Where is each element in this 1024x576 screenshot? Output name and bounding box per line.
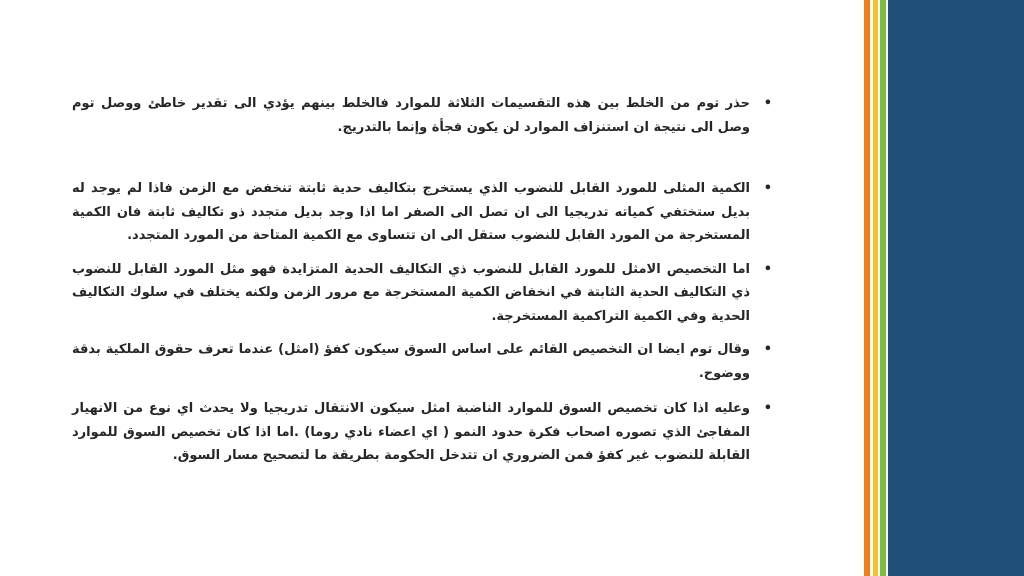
decorative-side-bands xyxy=(864,0,1024,576)
bullet-item: • الكمية المثلى للمورد القابل للنضوب الذي يستخرج بتكاليف حدية ثابتة تنخفض مع الزمن فاذا لم يوجد له بديل ستختفي كمياته تدريجيا الى ان تصل الى الصفر اما اذا وجد بديل متجدد ذو تكاليف ثابتة فان الكمية المستخرجة من المورد القابل للنضوب ستقل الى ان تتساوى مع الكمية المتاحة من المورد المتجدد. xyxy=(72,177,772,248)
bullet-list xyxy=(72,92,772,468)
navy-panel xyxy=(888,0,1024,576)
bullet-item: • وقال توم ايضا ان التخصيص القائم على اساس السوق سيكون كفؤ (امثل) عندما تعرف حقوق الملكية بدقة ووضوح. xyxy=(72,338,772,385)
bullet-item: • اما التخصيص الامثل للمورد القابل للنضوب ذي التكاليف الحدية المتزايدة فهو مثل المورد القابل للنضوب ذي التكاليف الحدية الثابتة في انخفاض الكمية المستخرجة مع مرور الزمن ولكنه يختلف في سلوك التكاليف الحدية وفي الكمية التراكمية المستخرجة. xyxy=(72,258,772,329)
bullet-item: • وعليه اذا كان تخصيص السوق للموارد الناضبة امثل سيكون الانتقال تدريجيا ولا يحدث اي نوع من الانهيار المفاجئ الذي تصوره اصحاب فكرة حدود النمو ( اي اعضاء نادي روما) .اما اذا كان تخصيص السوق للموارد القابلة للنضوب غير كفؤ فمن الضروري ان تتدخل الحكومة بطريقة ما لتصحيح مسار السوق. xyxy=(72,397,772,468)
bullet-item: • حذر توم من الخلط بين هذه التقسيمات الثلاثة للموارد فالخلط بينهم يؤدي الى تقدير خاطئ ووصل توم وصل الى نتيجة ان استنزاف الموارد لن يكون فجأة وإنما بالتدريج. xyxy=(72,92,772,139)
